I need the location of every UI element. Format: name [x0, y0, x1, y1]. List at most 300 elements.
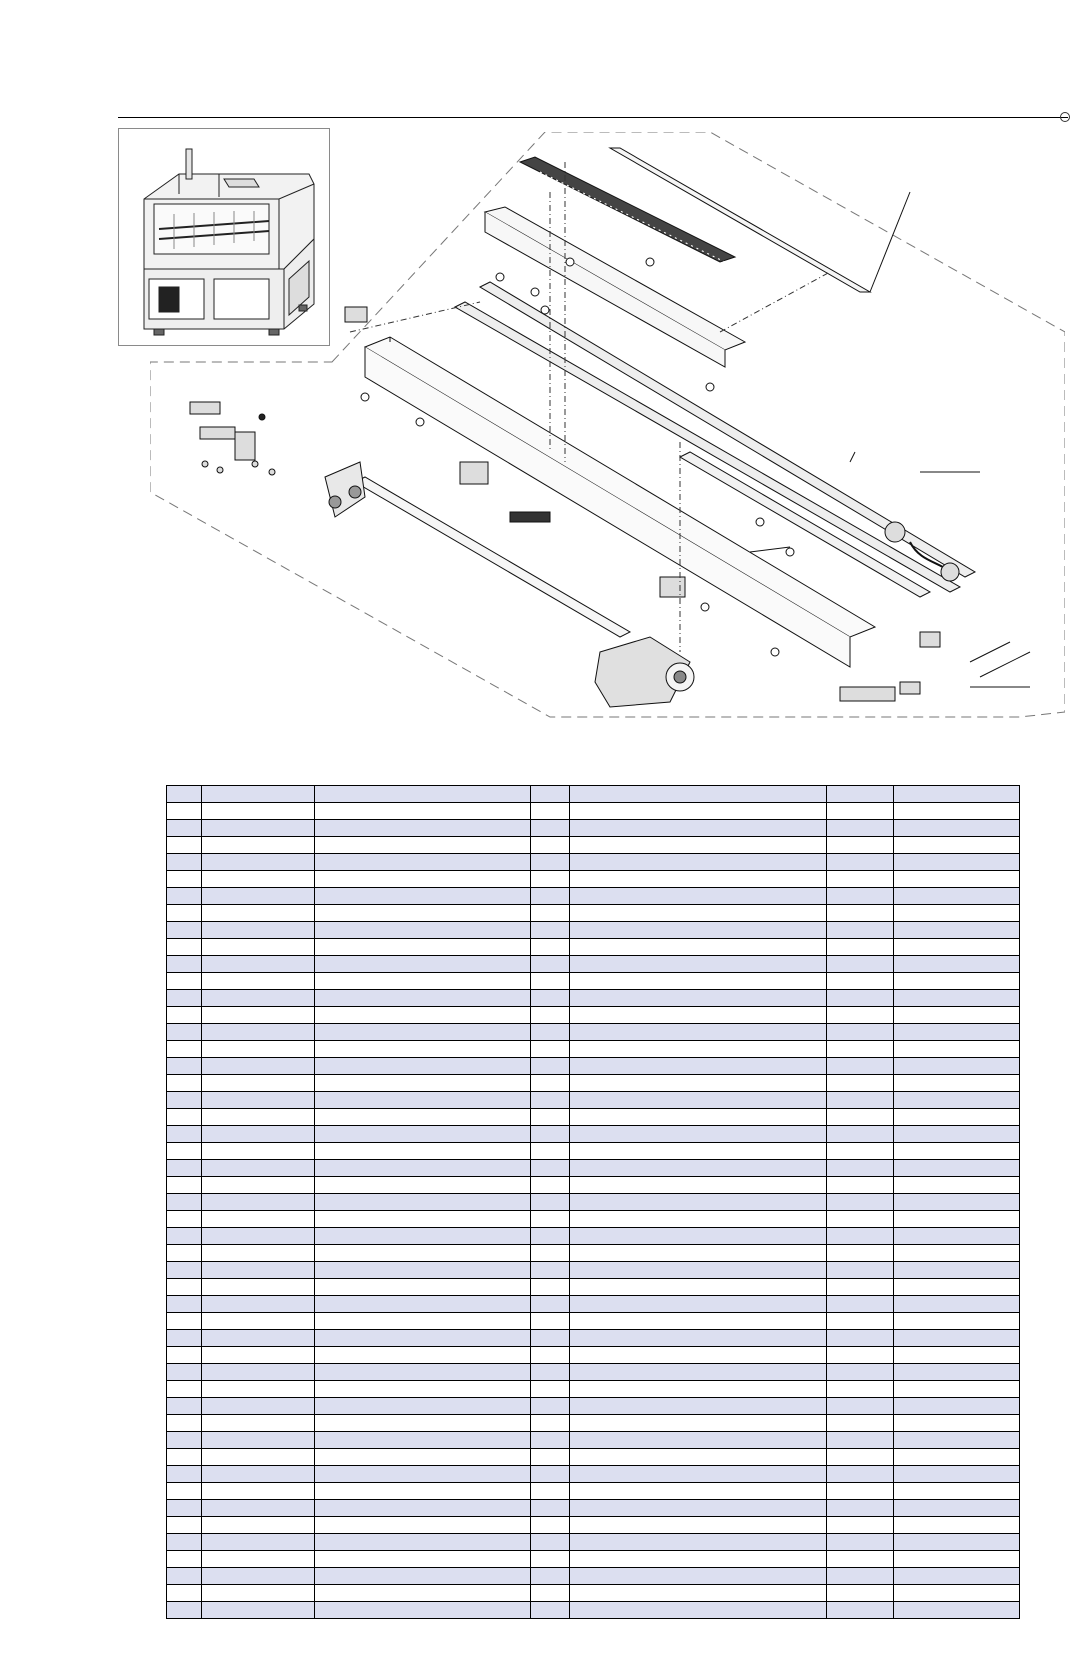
table-cell	[202, 1466, 315, 1483]
table-cell	[827, 1517, 894, 1534]
table-cell	[315, 990, 531, 1007]
table-cell	[202, 905, 315, 922]
table-cell	[202, 1381, 315, 1398]
table-cell	[167, 1024, 202, 1041]
table-cell	[167, 1347, 202, 1364]
pulley-right	[941, 563, 959, 581]
table-cell	[531, 922, 570, 939]
table-cell	[894, 1262, 1020, 1279]
table-cell	[827, 786, 894, 803]
table-cell	[531, 1432, 570, 1449]
table-cell	[167, 1398, 202, 1415]
table-cell	[531, 786, 570, 803]
left-small-parts	[190, 402, 275, 475]
table-row	[167, 1483, 1020, 1500]
table-cell	[827, 1381, 894, 1398]
table-row	[167, 1330, 1020, 1347]
table-cell	[894, 854, 1020, 871]
table-row	[167, 1415, 1020, 1432]
table-cell	[894, 1483, 1020, 1500]
table-cell	[570, 1177, 827, 1194]
table-cell	[827, 1041, 894, 1058]
table-cell	[202, 1432, 315, 1449]
table-cell	[531, 1398, 570, 1415]
table-cell	[167, 1177, 202, 1194]
table-cell	[315, 1483, 531, 1500]
table-cell	[894, 1534, 1020, 1551]
table-cell	[894, 1143, 1020, 1160]
table-cell	[202, 786, 315, 803]
table-cell	[202, 1313, 315, 1330]
table-cell	[202, 871, 315, 888]
table-cell	[531, 1449, 570, 1466]
table-cell	[531, 956, 570, 973]
table-row	[167, 1211, 1020, 1228]
table-cell	[202, 1347, 315, 1364]
table-cell	[167, 786, 202, 803]
table-row	[167, 1007, 1020, 1024]
table-cell	[202, 1398, 315, 1415]
table-row	[167, 1500, 1020, 1517]
table-cell	[570, 1602, 827, 1619]
table-cell	[570, 956, 827, 973]
table-cell	[827, 1466, 894, 1483]
table-cell	[827, 854, 894, 871]
table-cell	[894, 1194, 1020, 1211]
table-row	[167, 1228, 1020, 1245]
table-cell	[570, 1143, 827, 1160]
table-cell	[202, 973, 315, 990]
table-row	[167, 1534, 1020, 1551]
table-cell	[531, 1177, 570, 1194]
table-row	[167, 820, 1020, 837]
table-cell	[827, 1194, 894, 1211]
table-cell	[894, 1296, 1020, 1313]
table-row	[167, 956, 1020, 973]
table-cell	[570, 1262, 827, 1279]
table-cell	[202, 1500, 315, 1517]
table-cell	[202, 1568, 315, 1585]
table-cell	[315, 1058, 531, 1075]
table-cell	[827, 922, 894, 939]
table-cell	[570, 1517, 827, 1534]
table-cell	[531, 939, 570, 956]
table-cell	[531, 1364, 570, 1381]
table-cell	[570, 1415, 827, 1432]
table-cell	[827, 1500, 894, 1517]
table-row	[167, 1347, 1020, 1364]
table-cell	[167, 1211, 202, 1228]
table-cell	[167, 990, 202, 1007]
table-row	[167, 1075, 1020, 1092]
table-cell	[531, 1602, 570, 1619]
table-cell	[315, 1126, 531, 1143]
table-cell	[315, 1534, 531, 1551]
table-cell	[894, 1092, 1020, 1109]
table-cell	[167, 1432, 202, 1449]
table-cell	[531, 1245, 570, 1262]
table-row	[167, 990, 1020, 1007]
table-cell	[570, 1381, 827, 1398]
table-cell	[531, 990, 570, 1007]
table-cell	[167, 1330, 202, 1347]
table-row	[167, 837, 1020, 854]
table-cell	[531, 1381, 570, 1398]
table-cell	[202, 888, 315, 905]
table-cell	[570, 1279, 827, 1296]
table-cell	[894, 1041, 1020, 1058]
table-cell	[202, 1160, 315, 1177]
table-cell	[167, 1483, 202, 1500]
table-row	[167, 1449, 1020, 1466]
table-row	[167, 1058, 1020, 1075]
table-cell	[167, 1228, 202, 1245]
table-cell	[894, 973, 1020, 990]
table-cell	[202, 1534, 315, 1551]
table-cell	[570, 905, 827, 922]
table-cell	[167, 1092, 202, 1109]
table-cell	[202, 939, 315, 956]
table-row	[167, 939, 1020, 956]
table-cell	[531, 1347, 570, 1364]
table-cell	[894, 1228, 1020, 1245]
table-cell	[315, 1007, 531, 1024]
table-cell	[202, 1075, 315, 1092]
table-cell	[315, 1041, 531, 1058]
left-end-bracket	[325, 462, 365, 517]
table-cell	[894, 956, 1020, 973]
pulley-left	[885, 522, 905, 542]
table-cell	[894, 1398, 1020, 1415]
table-cell	[167, 803, 202, 820]
table-cell	[894, 990, 1020, 1007]
table-cell	[827, 956, 894, 973]
table-cell	[570, 1466, 827, 1483]
table-cell	[167, 1279, 202, 1296]
table-cell	[531, 1007, 570, 1024]
table-cell	[570, 1126, 827, 1143]
table-cell	[894, 1517, 1020, 1534]
table-row	[167, 1466, 1020, 1483]
table-cell	[315, 820, 531, 837]
table-cell	[894, 820, 1020, 837]
table-cell	[315, 1024, 531, 1041]
table-cell	[570, 1398, 827, 1415]
table-cell	[315, 1143, 531, 1160]
table-cell	[570, 1568, 827, 1585]
table-cell	[570, 1347, 827, 1364]
table-cell	[315, 1432, 531, 1449]
table-cell	[827, 1398, 894, 1415]
table-cell	[167, 1585, 202, 1602]
table-row	[167, 1024, 1020, 1041]
table-cell	[315, 1585, 531, 1602]
table-cell	[894, 888, 1020, 905]
table-cell	[167, 1602, 202, 1619]
table-cell	[827, 1483, 894, 1500]
table-cell	[167, 1296, 202, 1313]
table-cell	[570, 1194, 827, 1211]
table-cell	[894, 1449, 1020, 1466]
table-cell	[894, 1126, 1020, 1143]
table-cell	[167, 1381, 202, 1398]
table-row	[167, 1194, 1020, 1211]
table-cell	[827, 1534, 894, 1551]
table-cell	[827, 1092, 894, 1109]
table-cell	[827, 1568, 894, 1585]
table-row	[167, 786, 1020, 803]
table-cell	[315, 1109, 531, 1126]
table-cell	[531, 905, 570, 922]
table-cell	[315, 1449, 531, 1466]
table-cell	[531, 837, 570, 854]
table-cell	[894, 837, 1020, 854]
table-cell	[570, 1483, 827, 1500]
table-cell	[827, 1058, 894, 1075]
table-cell	[167, 1534, 202, 1551]
table-cell	[827, 803, 894, 820]
table-cell	[570, 1228, 827, 1245]
table-cell	[531, 1160, 570, 1177]
table-cell	[531, 1126, 570, 1143]
table-cell	[894, 1109, 1020, 1126]
table-cell	[202, 1228, 315, 1245]
table-cell	[570, 973, 827, 990]
table-cell	[315, 871, 531, 888]
table-cell	[894, 871, 1020, 888]
table-cell	[827, 888, 894, 905]
table-cell	[531, 1568, 570, 1585]
table-cell	[531, 1500, 570, 1517]
table-cell	[167, 1075, 202, 1092]
table-cell	[531, 1296, 570, 1313]
table-cell	[202, 1415, 315, 1432]
table-cell	[315, 786, 531, 803]
table-cell	[570, 1432, 827, 1449]
table-cell	[167, 1364, 202, 1381]
table-cell	[827, 1160, 894, 1177]
table-cell	[894, 1364, 1020, 1381]
table-cell	[531, 1041, 570, 1058]
table-cell	[827, 1245, 894, 1262]
table-cell	[894, 1177, 1020, 1194]
table-row	[167, 1109, 1020, 1126]
table-cell	[167, 1058, 202, 1075]
table-cell	[827, 939, 894, 956]
table-cell	[167, 888, 202, 905]
table-cell	[202, 1126, 315, 1143]
table-cell	[202, 1143, 315, 1160]
motor-assembly	[595, 637, 694, 707]
table-cell	[202, 1483, 315, 1500]
table-cell	[894, 1313, 1020, 1330]
table-cell	[827, 1177, 894, 1194]
table-row	[167, 1092, 1020, 1109]
table-cell	[570, 922, 827, 939]
table-cell	[531, 1330, 570, 1347]
table-cell	[570, 1500, 827, 1517]
table-cell	[167, 956, 202, 973]
table-cell	[894, 803, 1020, 820]
table-cell	[531, 820, 570, 837]
table-cell	[894, 922, 1020, 939]
table-cell	[315, 1262, 531, 1279]
table-cell	[531, 1585, 570, 1602]
table-cell	[202, 1449, 315, 1466]
table-cell	[167, 905, 202, 922]
table-cell	[167, 1568, 202, 1585]
table-cell	[167, 1449, 202, 1466]
table-cell	[202, 1296, 315, 1313]
table-cell	[315, 1381, 531, 1398]
table-cell	[167, 854, 202, 871]
table-cell	[827, 837, 894, 854]
table-cell	[894, 1160, 1020, 1177]
table-cell	[531, 1279, 570, 1296]
table-cell	[827, 1109, 894, 1126]
table-cell	[827, 820, 894, 837]
table-cell	[315, 1279, 531, 1296]
table-cell	[202, 803, 315, 820]
table-row	[167, 1432, 1020, 1449]
table-cell	[570, 1160, 827, 1177]
table-row	[167, 1262, 1020, 1279]
table-cell	[531, 1415, 570, 1432]
table-cell	[827, 1313, 894, 1330]
parts-table-body	[167, 786, 1020, 1619]
table-cell	[202, 1177, 315, 1194]
table-cell	[827, 1415, 894, 1432]
table-cell	[202, 1194, 315, 1211]
table-cell	[827, 1228, 894, 1245]
table-cell	[894, 1075, 1020, 1092]
table-cell	[827, 973, 894, 990]
table-cell	[531, 1517, 570, 1534]
table-cell	[894, 1585, 1020, 1602]
table-row	[167, 854, 1020, 871]
table-cell	[827, 1296, 894, 1313]
table-cell	[315, 1500, 531, 1517]
table-cell	[202, 1585, 315, 1602]
table-cell	[827, 1279, 894, 1296]
table-cell	[167, 1415, 202, 1432]
table-cell	[570, 1092, 827, 1109]
table-cell	[827, 905, 894, 922]
table-cell	[315, 905, 531, 922]
table-cell	[315, 973, 531, 990]
table-cell	[570, 1449, 827, 1466]
table-cell	[167, 871, 202, 888]
table-cell	[531, 1534, 570, 1551]
table-cell	[531, 1024, 570, 1041]
table-cell	[315, 1551, 531, 1568]
table-cell	[202, 1058, 315, 1075]
table-cell	[315, 1568, 531, 1585]
table-row	[167, 1160, 1020, 1177]
table-cell	[531, 1194, 570, 1211]
table-cell	[894, 939, 1020, 956]
table-cell	[202, 854, 315, 871]
table-cell	[167, 1313, 202, 1330]
table-cell	[315, 1398, 531, 1415]
table-cell	[315, 922, 531, 939]
table-cell	[570, 1211, 827, 1228]
table-cell	[202, 922, 315, 939]
table-cell	[531, 1551, 570, 1568]
table-cell	[827, 1602, 894, 1619]
table-cell	[894, 1058, 1020, 1075]
table-cell	[570, 1313, 827, 1330]
table-cell	[531, 1262, 570, 1279]
table-row	[167, 1143, 1020, 1160]
table-cell	[315, 939, 531, 956]
table-cell	[894, 1466, 1020, 1483]
table-cell	[531, 1109, 570, 1126]
table-cell	[894, 1602, 1020, 1619]
table-row	[167, 1381, 1020, 1398]
table-cell	[202, 1364, 315, 1381]
header-rule-marker	[1060, 112, 1070, 122]
table-cell	[531, 1466, 570, 1483]
table-cell	[827, 1585, 894, 1602]
table-cell	[167, 1007, 202, 1024]
table-row	[167, 1279, 1020, 1296]
table-row	[167, 1126, 1020, 1143]
table-cell	[315, 1211, 531, 1228]
table-cell	[202, 1517, 315, 1534]
table-cell	[827, 1007, 894, 1024]
table-cell	[167, 1041, 202, 1058]
table-row	[167, 1568, 1020, 1585]
table-cell	[531, 1058, 570, 1075]
table-cell	[827, 1347, 894, 1364]
table-cell	[202, 1041, 315, 1058]
table-cell	[570, 1109, 827, 1126]
table-row	[167, 1296, 1020, 1313]
table-cell	[570, 786, 827, 803]
table-cell	[315, 1160, 531, 1177]
table-cell	[827, 871, 894, 888]
table-cell	[894, 1415, 1020, 1432]
table-row	[167, 1177, 1020, 1194]
table-cell	[167, 939, 202, 956]
table-cell	[827, 1126, 894, 1143]
table-cell	[531, 803, 570, 820]
table-cell	[202, 1109, 315, 1126]
table-cell	[827, 1211, 894, 1228]
table-cell	[167, 1262, 202, 1279]
table-cell	[894, 1245, 1020, 1262]
table-cell	[202, 1602, 315, 1619]
table-cell	[531, 1092, 570, 1109]
table-cell	[894, 1279, 1020, 1296]
table-cell	[167, 1143, 202, 1160]
table-cell	[531, 871, 570, 888]
table-cell	[531, 1313, 570, 1330]
table-row	[167, 1517, 1020, 1534]
table-cell	[167, 1245, 202, 1262]
table-cell	[570, 1330, 827, 1347]
table-cell	[167, 1517, 202, 1534]
table-cell	[570, 1024, 827, 1041]
table-cell	[894, 1007, 1020, 1024]
table-cell	[315, 1602, 531, 1619]
table-cell	[894, 1347, 1020, 1364]
table-cell	[570, 888, 827, 905]
table-cell	[894, 786, 1020, 803]
table-cell	[167, 1500, 202, 1517]
table-cell	[827, 1075, 894, 1092]
